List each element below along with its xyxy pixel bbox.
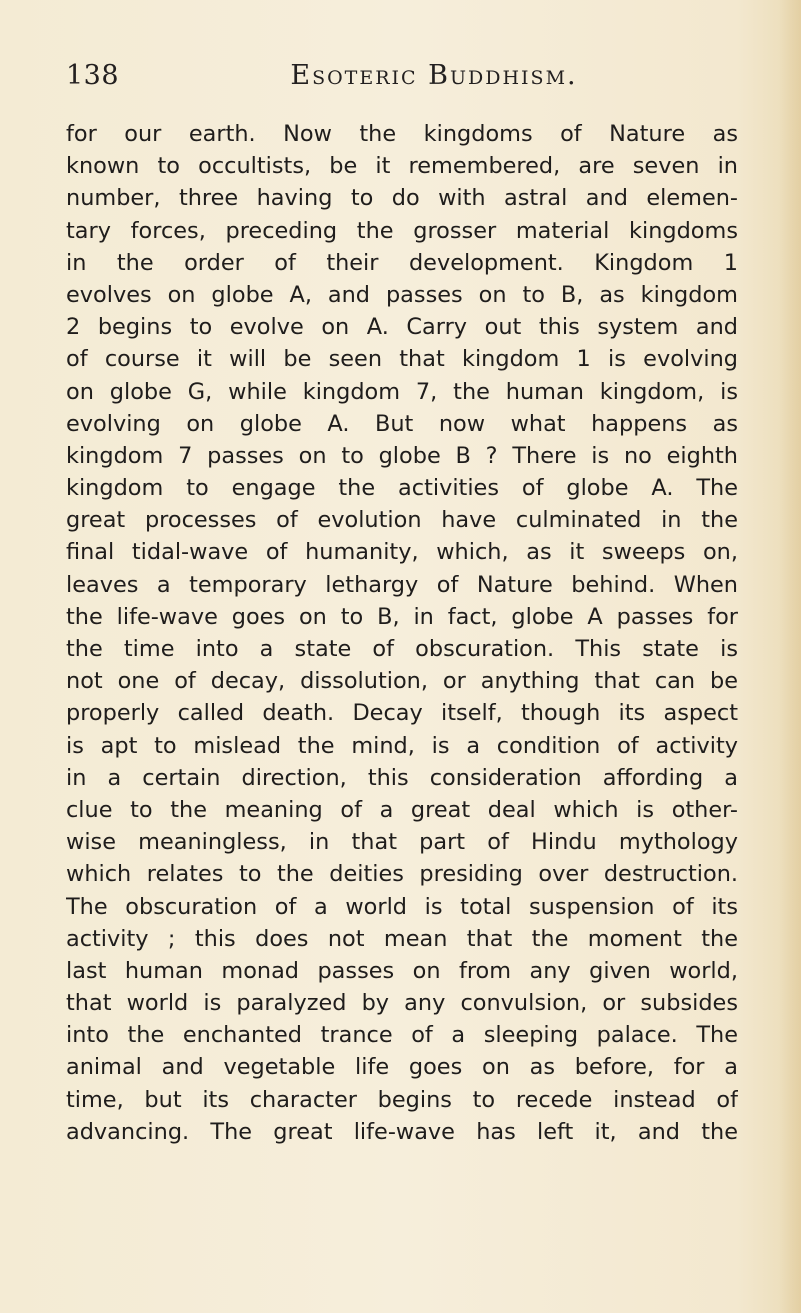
text-line: for our earth. Now the kingdoms of Nature as bbox=[66, 121, 738, 147]
text-line: properly called death. Decay itself, though its aspect bbox=[66, 700, 738, 727]
text-line: in the order of their development. Kingdom 1 bbox=[66, 249, 738, 276]
text-line: on globe G, while kingdom 7, the human kingdom, is bbox=[66, 378, 738, 405]
text-line: in a certain direction, this consideration affording a bbox=[66, 764, 738, 791]
text-line: the life-wave goes on to B, in fact, globe A passes for bbox=[66, 603, 738, 630]
text-line: not one of decay, dissolution, or anything that can be bbox=[66, 668, 738, 695]
text-line: activity ; this does not mean that the moment the bbox=[66, 925, 738, 952]
page-edge-shadow bbox=[779, 0, 801, 1313]
text-line: great processes of evolution have culminated in the bbox=[66, 507, 738, 534]
text-line: animal and vegetable life goes on as before, for a bbox=[66, 1054, 738, 1081]
text-line: The obscuration of a world is total suspension of its bbox=[66, 893, 738, 920]
text-line: of course it will be seen that kingdom 1 is evolving bbox=[66, 346, 738, 373]
page-number: 138 bbox=[66, 60, 120, 91]
text-line: is apt to mislead the mind, is a condition of activity bbox=[66, 732, 738, 759]
text-line: advancing. The great life-wave has left it, and the bbox=[66, 1118, 738, 1145]
text-line: the time into a state of obscuration. This state is bbox=[66, 636, 738, 662]
text-line: time, but its character begins to recede instead of bbox=[66, 1086, 738, 1113]
text-line: evolves on globe A, and passes on to B, as kingdom bbox=[66, 281, 738, 308]
text-line: wise meaningless, in that part of Hindu mythology bbox=[66, 829, 738, 856]
body-text bbox=[66, 118, 738, 1148]
text-line: number, three having to do with astral and elemen- bbox=[66, 185, 738, 212]
text-line: kingdom 7 passes on to globe B ? There is no eighth bbox=[66, 442, 738, 469]
text-line: known to occultists, be it remembered, are seven in bbox=[66, 153, 738, 180]
text-line: clue to the meaning of a great deal which is other- bbox=[66, 796, 738, 823]
text-line: tary forces, preceding the grosser material kingdoms bbox=[66, 217, 738, 244]
text-line: final tidal-wave of humanity, which, as it sweeps on, bbox=[66, 539, 738, 566]
text-line: 2 begins to evolve on A. Carry out this system and bbox=[66, 314, 738, 341]
running-head: Esoteric Buddhism. bbox=[290, 60, 578, 91]
text-line: into the enchanted trance of a sleeping palace. The bbox=[66, 1022, 738, 1049]
text-line: kingdom to engage the activities of globe A. The bbox=[66, 475, 738, 502]
text-line: leaves a temporary lethargy of Nature behind. When bbox=[66, 571, 738, 598]
page-header bbox=[66, 60, 738, 100]
text-line: that world is paralyzed by any convulsion, or subsides bbox=[66, 990, 738, 1017]
text-line: last human monad passes on from any given world, bbox=[66, 957, 738, 984]
text-line: which relates to the deities presiding over destruction. bbox=[66, 861, 738, 888]
text-line: evolving on globe A. But now what happens as bbox=[66, 410, 738, 437]
